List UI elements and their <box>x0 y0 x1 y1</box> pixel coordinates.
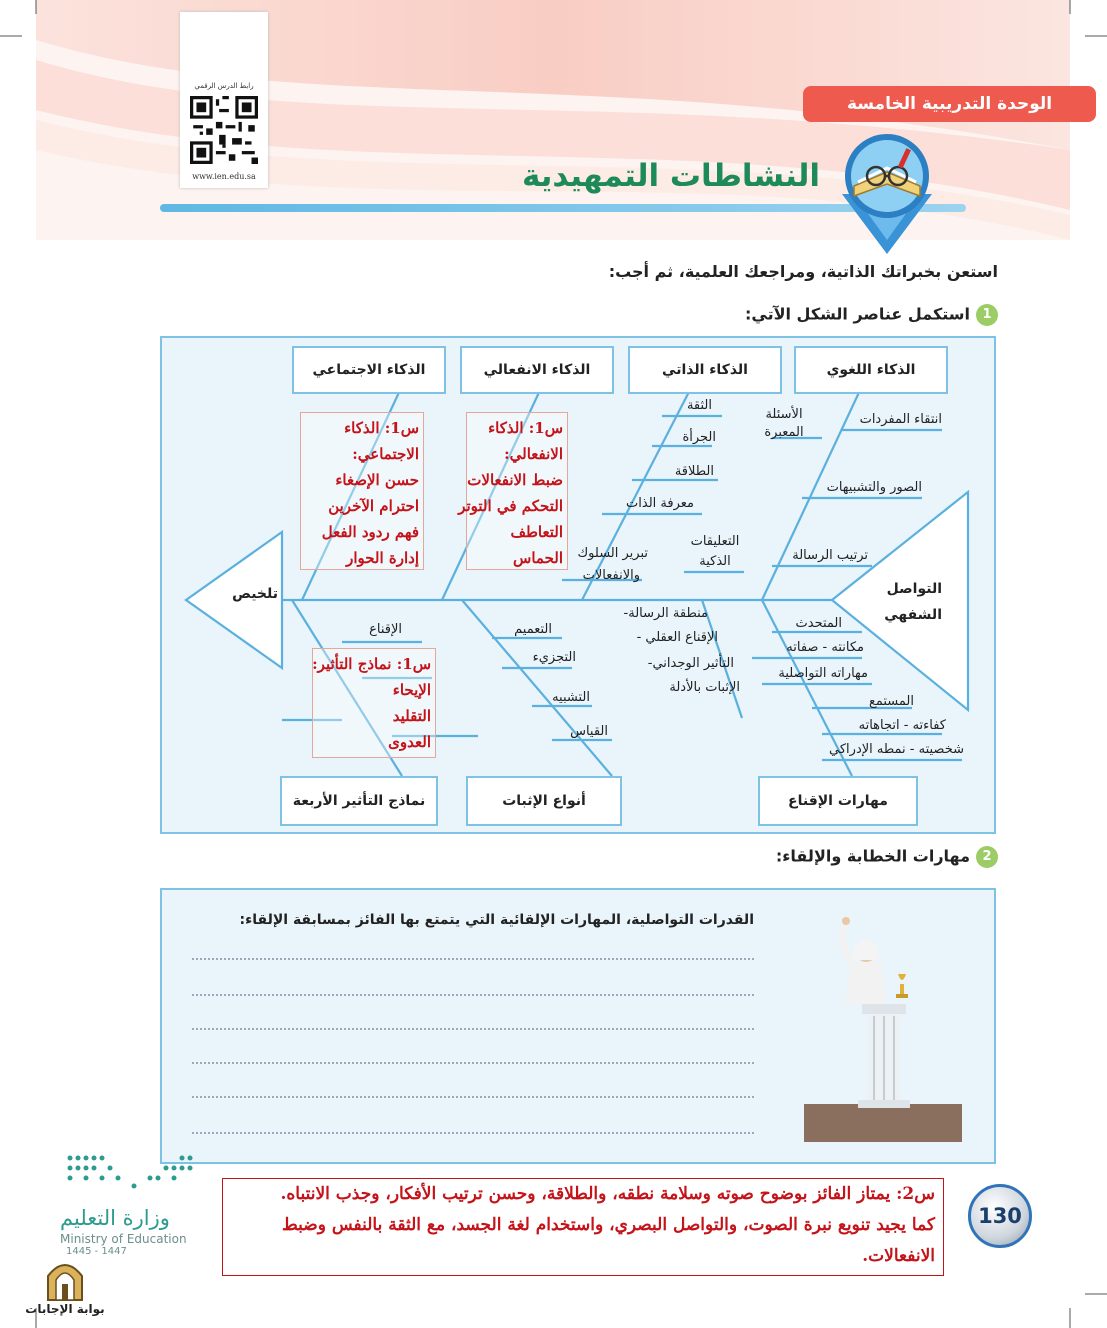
item-speaker: المتحدث <box>795 616 842 631</box>
qr-code-icon[interactable] <box>190 96 258 164</box>
answer-emotional-line-2: الانفعالي: <box>504 445 563 463</box>
ministry-years: 1445 - 1447 <box>66 1246 127 1257</box>
item-evidence-proof: الإثبات بالأدلة <box>669 680 740 695</box>
item-listener: المستمع <box>868 694 914 709</box>
head-label: التواصل الشفهي <box>884 581 942 623</box>
answer-social-line-6: إدارة الحوار <box>346 549 419 567</box>
answer-emotional-intelligence <box>458 412 568 570</box>
item-analogy: التشبيه <box>552 690 590 705</box>
answer-social-intelligence <box>300 412 424 570</box>
unit-label: الوحدة التدريبية الخامسة <box>803 86 1096 122</box>
answer-line[interactable] <box>192 1028 754 1030</box>
speech-skills-panel <box>160 888 996 1164</box>
item-rational-persuasion: الإقناع العقلي - <box>636 630 718 645</box>
question-2-heading <box>600 846 998 868</box>
item-message-order: ترتيب الرسالة <box>792 548 868 563</box>
item-speaker-skills: مهاراته التواصلية <box>778 666 868 681</box>
answer-social-line-3: حسن الإصغاء <box>335 471 419 489</box>
qr-url: www.ien.edu.sa <box>192 172 256 181</box>
item-smart-comments: التعليقات الذكية <box>690 534 740 569</box>
answer-emotional-line-3: ضبط الانفعالات <box>467 471 563 489</box>
answer-2-line-2: كما يجيد تنويع نبرة الصوت، والتواصل البصري، واستخدام لغة الجسد، مع الثقة بالنفس وضبط <box>282 1215 935 1235</box>
page-title: النشاطات التمهيدية <box>521 158 820 194</box>
answer-influence-line-2: الإيحاء <box>392 681 431 699</box>
item-generalization: التعميم <box>514 622 552 637</box>
box-intrapersonal-intelligence: الذكاء الذاتي <box>628 346 782 394</box>
answer-influence-line-1: س1: نماذج التأثير: <box>312 655 431 673</box>
answer-line[interactable] <box>192 958 754 960</box>
item-images-similes: الصور والتشبيهات <box>826 480 922 495</box>
answer-influence-models <box>312 648 436 758</box>
item-boldness: الجرأة <box>682 430 716 445</box>
ministry-dots-icon <box>60 1150 200 1200</box>
answer-2-line-1: س2: يمتاز الفائز بوضوح صوته وسلامة نطقه، والطلاقة، وحسن ترتيب الأفكار، وجذب الانتباه. <box>280 1184 935 1204</box>
portal-name: بوابة الإجابات <box>25 1302 105 1316</box>
question-2-number: 2 <box>976 846 998 868</box>
answer-emotional-line-1: س1: الذكاء <box>488 419 563 437</box>
answer-influence-line-3: التقليد <box>392 707 431 725</box>
answer-line[interactable] <box>192 1132 754 1134</box>
answer-social-line-4: احترام الآخرين <box>328 497 419 515</box>
answer-line[interactable] <box>192 1096 754 1098</box>
answer-line[interactable] <box>192 994 754 996</box>
answer-social-line-1: س1: الذكاء <box>344 419 419 437</box>
answer-emotional-line-6: الحماس <box>513 549 563 567</box>
answer-influence-line-4: العدوى <box>388 733 431 751</box>
item-listener-competence: كفاءته - اتجاهاته <box>858 718 946 733</box>
box-proof-types: أنواع الإثبات <box>466 776 622 826</box>
item-emotions: والانفعالات <box>582 568 640 583</box>
item-fluency: الطلاقة <box>674 464 714 479</box>
box-linguistic-intelligence: الذكاء اللغوي <box>794 346 948 394</box>
speech-skills-prompt: القدرات التواصلية، المهارات الإلقائية التي يتمتع بها الفائز بمسابقة الإلقاء: <box>239 912 754 928</box>
ministry-name-en: Ministry of Education <box>60 1232 187 1246</box>
item-message-logic: منطقة الرسالة- <box>623 606 708 621</box>
crop-marks <box>0 1290 1107 1328</box>
ministry-logo <box>60 1150 210 1257</box>
speaker-podium-illustration <box>802 912 964 1148</box>
answer-social-line-2: الاجتماعي: <box>352 445 419 463</box>
ministry-name-ar: وزارة التعليم <box>60 1206 170 1230</box>
question-2-text: مهارات الخطابة والإلقاء: <box>775 846 970 866</box>
answer-line[interactable] <box>192 1062 754 1064</box>
item-measurement: القياس <box>570 724 608 739</box>
qr-caption: رابط الدرس الرقمي <box>194 82 254 90</box>
item-word-selection: انتقاء المفردات <box>859 412 942 427</box>
answer-emotional-line-4: التحكم في التوتر <box>458 497 563 515</box>
item-partition: التجزيء <box>532 650 576 665</box>
page-number: 130 <box>968 1184 1032 1248</box>
item-confidence: الثقة <box>686 398 712 413</box>
answer-speech-skills <box>222 1178 944 1276</box>
tail-label: تلخيص <box>232 586 278 602</box>
question-1-heading <box>600 304 998 326</box>
book-glasses-icon <box>832 132 942 256</box>
answer-emotional-line-5: التعاطف <box>510 523 563 541</box>
item-speaker-status: مكانته - صفاته <box>786 640 864 655</box>
item-emotional-influence: التأثير الوجداني- <box>647 656 734 671</box>
item-behavior-justification: تبرير السلوك <box>577 546 648 561</box>
fishbone-diagram <box>160 336 996 834</box>
intro-text: استعن بخبراتك الذاتية، ومراجعك العلمية، ثم أجب: <box>608 262 998 281</box>
box-influence-models: نماذج التأثير الأربعة <box>280 776 438 826</box>
box-persuasion-skills: مهارات الإقناع <box>758 776 918 826</box>
box-social-intelligence: الذكاء الاجتماعي <box>292 346 446 394</box>
question-1-number: 1 <box>976 304 998 326</box>
answer-social-line-5: فهم ردود الفعل <box>321 523 419 541</box>
item-self-knowledge: معرفة الذات <box>626 496 694 511</box>
question-1-text: استكمل عناصر الشكل الآتي: <box>744 304 970 324</box>
qr-card[interactable] <box>180 12 268 188</box>
item-persuasion: الإقناع <box>369 622 402 637</box>
box-emotional-intelligence: الذكاء الانفعالي <box>460 346 614 394</box>
answer-2-line-3: الانفعالات. <box>862 1246 935 1266</box>
item-expressive-questions: الأسئلة المعبرة <box>764 407 804 440</box>
item-listener-personality: شخصيته - نمطه الإدراكي <box>829 742 964 757</box>
